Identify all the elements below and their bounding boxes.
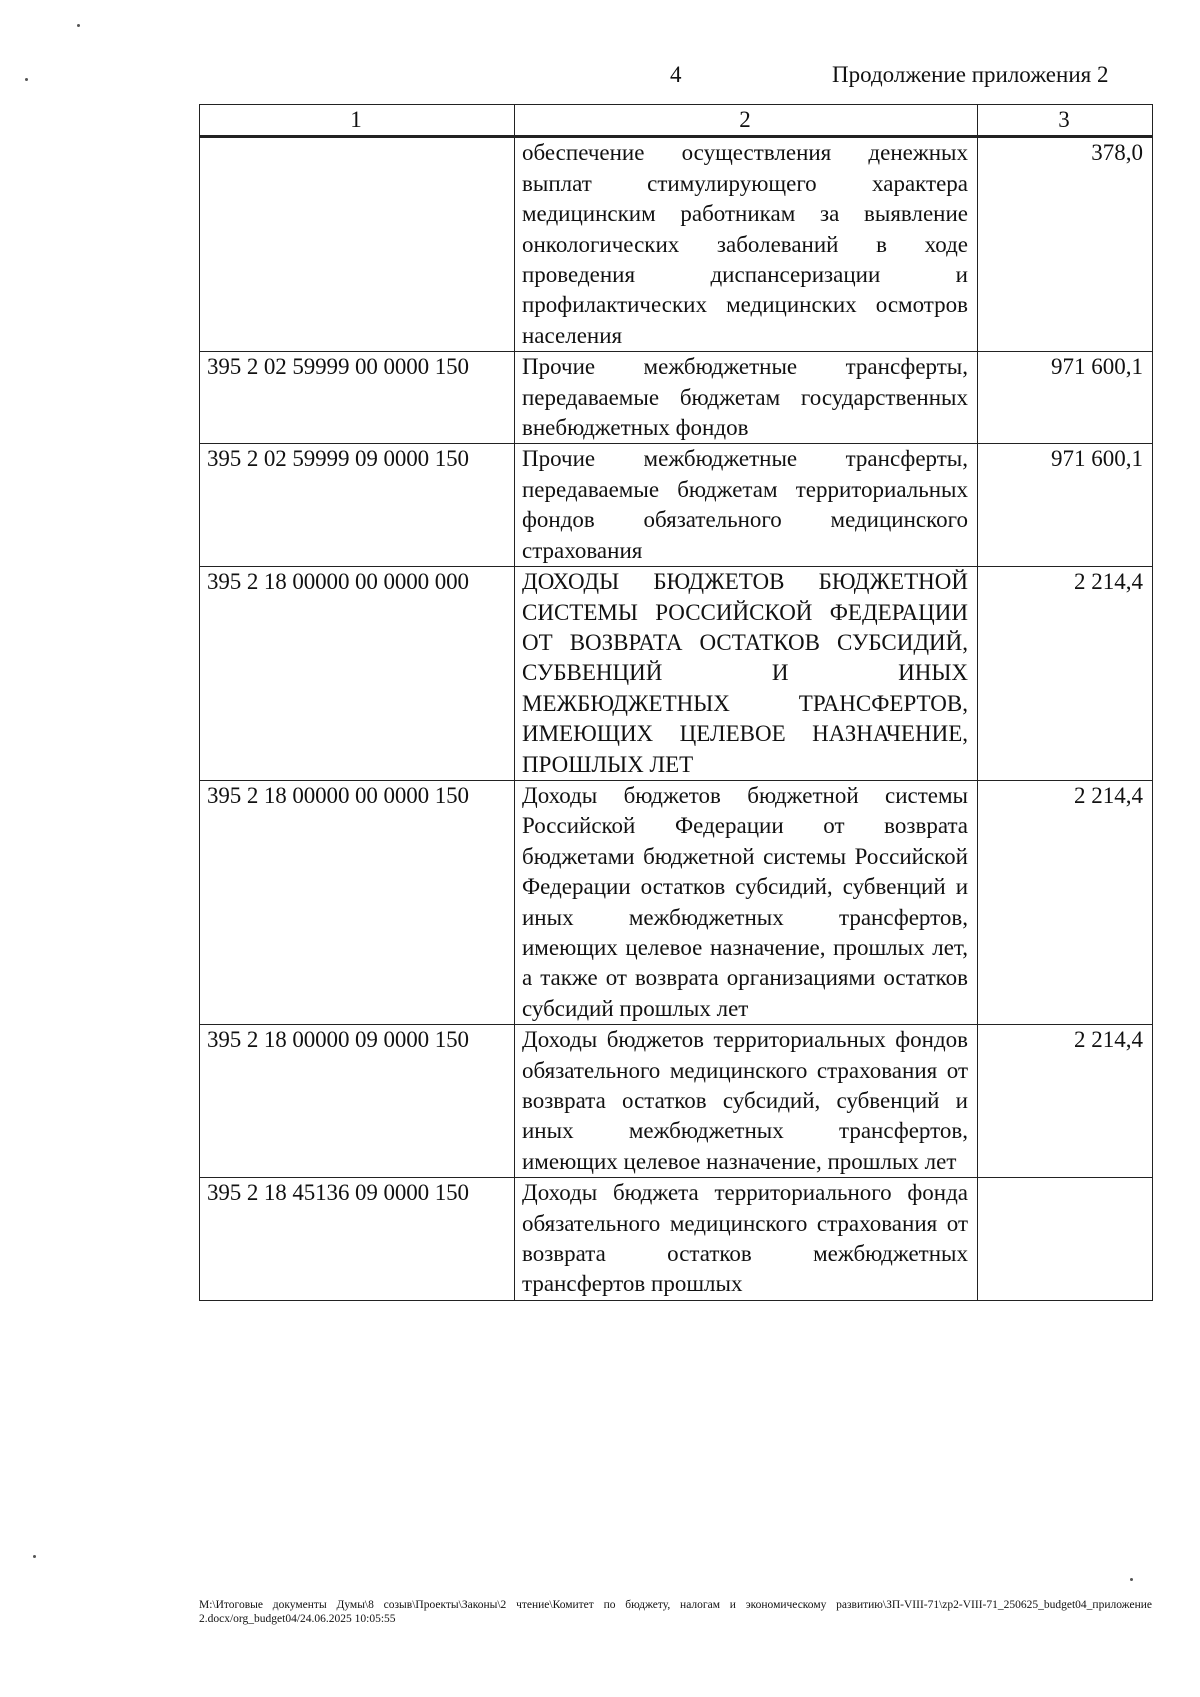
row-amount: 2 214,4 <box>978 567 1153 781</box>
row-description: Доходы бюджета территориального фонда обязательного медицинского страхования от возврата остатков межбюджетных трансфертов прошлых <box>515 1178 978 1301</box>
table-row <box>200 1025 1153 1178</box>
scan-speck <box>33 1555 36 1558</box>
row-code: 395 2 18 00000 00 0000 000 <box>200 567 515 781</box>
row-description: Прочие межбюджетные трансферты, передаваемые бюджетам территориальных фондов обязательного медицинского страхования <box>515 444 978 567</box>
row-amount: 2 214,4 <box>978 780 1153 1024</box>
appendix-continuation-title: Продолжение приложения 2 <box>832 62 1109 87</box>
row-amount: 2 214,4 <box>978 1025 1153 1178</box>
row-code: 395 2 02 59999 09 0000 150 <box>200 444 515 567</box>
table-row <box>200 137 1153 352</box>
budget-table <box>199 104 1153 1301</box>
scan-speck <box>1130 1578 1133 1581</box>
row-description: обеспечение осуществления денежных выплат стимулирующего характера медицинским работникам за выявление онкологических заболеваний в ходе проведения диспансеризации и профилактических медицинских осмотров населения <box>515 137 978 352</box>
row-description: Прочие межбюджетные трансферты, передаваемые бюджетам государственных внебюджетных фондов <box>515 352 978 444</box>
table-header-row <box>200 105 1153 137</box>
table-row <box>200 567 1153 781</box>
row-amount: 971 600,1 <box>978 444 1153 567</box>
row-amount: 378,0 <box>978 137 1153 352</box>
scan-speck <box>25 78 28 81</box>
row-amount <box>978 1178 1153 1301</box>
row-code <box>200 137 515 352</box>
row-description: Доходы бюджетов бюджетной системы Российской Федерации от возврата бюджетами бюджетной системы Российской Федерации остатков субсидий, субвенций и иных межбюджетных трансфертов, имеющих целевое назначение, прошлых лет, а также от возврата организациями остатков субсидий прошлых лет <box>515 780 978 1024</box>
page-number: 4 <box>670 62 682 87</box>
scan-speck <box>77 24 80 27</box>
document-file-path: M:\Итоговые документы Думы\8 созыв\Проекты\Законы\2 чтение\Комитет по бюджету, налогам и экономическому развитию\ЗП-VIII-71\zp2-VIII-71_250625_budget04_приложение 2.docx/org_budget04/24.06.2025 10:05:55 <box>199 1599 1152 1625</box>
row-description: Доходы бюджетов территориальных фондов обязательного медицинского страхования от возврата остатков субсидий, субвенций и иных межбюджетных трансфертов, имеющих целевое назначение, прошлых лет <box>515 1025 978 1178</box>
row-code: 395 2 18 00000 09 0000 150 <box>200 1025 515 1178</box>
table-row <box>200 444 1153 567</box>
row-code: 395 2 18 00000 00 0000 150 <box>200 780 515 1024</box>
row-amount: 971 600,1 <box>978 352 1153 444</box>
row-code: 395 2 18 45136 09 0000 150 <box>200 1178 515 1301</box>
column-header-1: 1 <box>200 105 515 137</box>
column-header-3: 3 <box>978 105 1153 137</box>
table-row <box>200 352 1153 444</box>
column-header-2: 2 <box>515 105 978 137</box>
table-row <box>200 1178 1153 1301</box>
row-description: ДОХОДЫ БЮДЖЕТОВ БЮДЖЕТНОЙ СИСТЕМЫ РОССИЙСКОЙ ФЕДЕРАЦИИ ОТ ВОЗВРАТА ОСТАТКОВ СУБСИДИЙ, СУБВЕНЦИЙ И ИНЫХ МЕЖБЮДЖЕТНЫХ ТРАНСФЕРТОВ, ИМЕЮЩИХ ЦЕЛЕВОЕ НАЗНАЧЕНИЕ, ПРОШЛЫХ ЛЕТ <box>515 567 978 781</box>
table-row <box>200 780 1153 1024</box>
row-code: 395 2 02 59999 00 0000 150 <box>200 352 515 444</box>
